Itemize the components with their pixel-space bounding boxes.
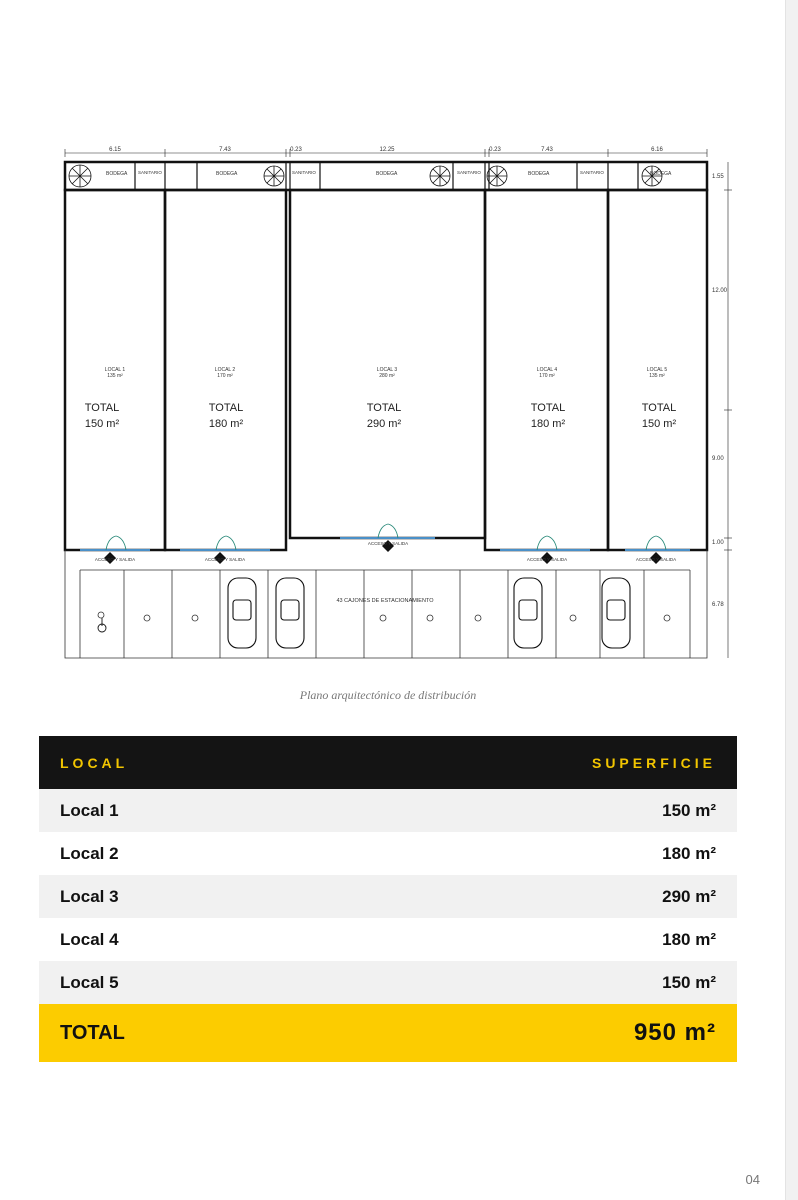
row-area: 290 m² [662, 886, 716, 906]
table-row [39, 918, 737, 961]
bodega-label-2: BODEGA [216, 171, 238, 177]
local-2-total-word: TOTAL [208, 402, 244, 414]
dim-top-7: 6.16 [651, 147, 663, 153]
local-1-name: LOCAL 1 [104, 367, 126, 373]
local-3-total-word: TOTAL [366, 402, 402, 414]
sanitario-label-3: SANITARIO [457, 170, 481, 175]
bodega-label-4: BODEGA [528, 171, 550, 177]
total-value: 950 m² [633, 1019, 716, 1046]
bodega-label-3: BODEGA [376, 171, 398, 177]
dim-top-5: 0.23 [489, 147, 501, 153]
access-label-4: ACCESO Y SALIDA [526, 557, 568, 562]
local-4-total: 180 m² [530, 418, 566, 430]
dim-top-3: 0.23 [290, 147, 302, 153]
row-local: Local 4 [60, 929, 119, 949]
dim-top-4: 12.25 [379, 147, 395, 153]
dim-top-1: 6.15 [109, 147, 121, 153]
local-2-sub: 170 m² [217, 373, 233, 379]
access-label-2: ACCESO Y SALIDA [204, 557, 246, 562]
table-row [39, 961, 737, 1004]
floor-plan-drawing [40, 140, 740, 670]
plan-caption: Plano arquitectónico de distribución [299, 688, 477, 702]
local-4-sub: 170 m² [539, 373, 555, 379]
local-3-sub: 280 m² [379, 373, 395, 379]
dim-right-3: 9.00 [712, 456, 724, 462]
floor-plan [40, 140, 740, 670]
sanitario-label-1: SANITARIO [138, 170, 162, 175]
local-4-total-word: TOTAL [530, 402, 566, 414]
page-edge [785, 0, 798, 1200]
dim-right-1: 1.55 [712, 174, 724, 180]
row-area: 180 m² [662, 929, 716, 949]
local-5-sub: 135 m² [649, 373, 665, 379]
sanitario-label-2: SANITARIO [292, 170, 316, 175]
dim-right-2: 12.00 [712, 288, 728, 294]
local-2-total: 180 m² [208, 418, 244, 430]
access-label-1: ACCESO Y SALIDA [94, 557, 136, 562]
row-local: Local 5 [60, 972, 119, 992]
row-local: Local 2 [60, 843, 119, 863]
dim-top-2: 7.43 [219, 147, 231, 153]
row-area: 150 m² [662, 800, 716, 820]
row-local: Local 3 [60, 886, 119, 906]
total-row [39, 1004, 737, 1062]
row-area: 180 m² [662, 843, 716, 863]
dim-right-5: 6.78 [712, 602, 724, 608]
wheelchair-icon [98, 618, 106, 632]
bodega-label-1: BODEGA [106, 171, 128, 177]
area-table [39, 736, 737, 1062]
table-row [39, 832, 737, 875]
header-superficie: SUPERFICIE [591, 754, 716, 771]
table-row [39, 789, 737, 832]
local-4-name: LOCAL 4 [536, 367, 558, 373]
row-area: 150 m² [662, 972, 716, 992]
local-2-name: LOCAL 2 [214, 367, 236, 373]
local-5-name: LOCAL 5 [646, 367, 668, 373]
dim-top-6: 7.43 [541, 147, 553, 153]
local-3-total: 290 m² [366, 418, 402, 430]
local-1-total-word: TOTAL [84, 402, 120, 414]
parking-label: 43 CAJONES DE ESTACIONAMIENTO [336, 598, 434, 604]
table-header [39, 736, 737, 789]
local-5-total-word: TOTAL [641, 402, 677, 414]
access-label-3: ACCESO Y SALIDA [367, 541, 409, 546]
bodega-label-5: BODEGA [650, 171, 672, 177]
access-label-5: ACCESO Y SALIDA [635, 557, 677, 562]
local-3-name: LOCAL 3 [376, 367, 398, 373]
row-local: Local 1 [60, 800, 119, 820]
local-1-total: 150 m² [84, 418, 120, 430]
local-1-sub: 135 m² [107, 373, 123, 379]
table-row [39, 875, 737, 918]
header-local: LOCAL [60, 754, 129, 771]
total-label: TOTAL [60, 1021, 125, 1044]
sanitario-label-4: SANITARIO [580, 170, 604, 175]
dim-right-4: 1.00 [712, 540, 724, 546]
page-number: 04 [745, 1172, 760, 1187]
local-5-total: 150 m² [641, 418, 677, 430]
